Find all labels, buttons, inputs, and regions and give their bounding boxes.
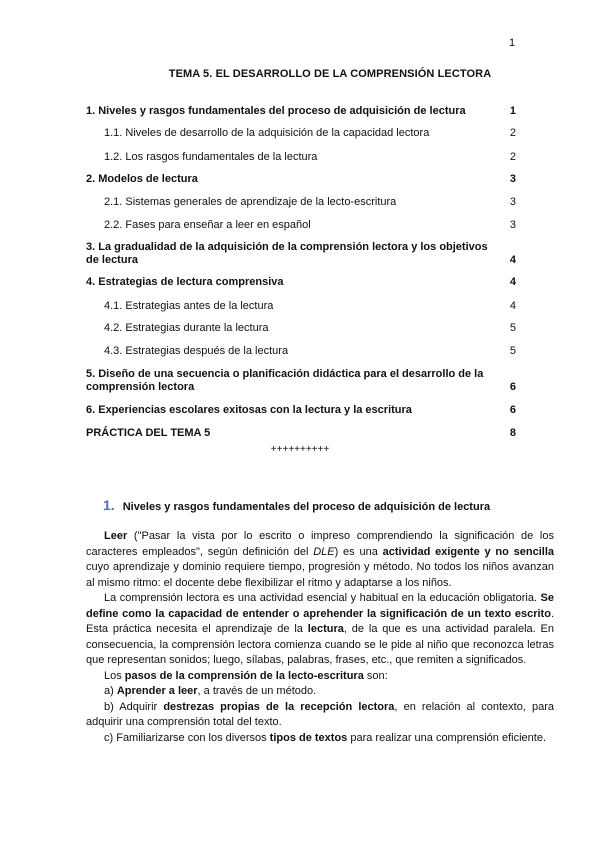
toc-entry-1-1[interactable]: 1.1. Niveles de desarrollo de la adquisición de la capacidad lectora 2 <box>104 127 516 139</box>
toc-entry-2[interactable]: 2. Modelos de lectura 3 <box>86 173 516 185</box>
document-title: TEMA 5. EL DESARROLLO DE LA COMPRENSIÓN LECTORA <box>168 68 492 80</box>
paragraph: Leer ("Pasar la vista por lo escrito o impreso comprendiendo la significación de los caracteres empleados", según definición del DLE) es una actividad exigente y no sencilla cuyo aprendizaje y dominio requiere tiempo, progresión y método. No todos los niños avanzan al mismo ritmo: el docente debe flexibilizar el ritmo y adaptarse a los niños. <box>86 530 554 589</box>
toc-entry-4-2[interactable]: 4.2. Estrategias durante la lectura 5 <box>104 322 516 334</box>
toc-entry-2-1[interactable]: 2.1. Sistemas generales de aprendizaje de la lecto-escritura 3 <box>104 196 516 208</box>
section-heading <box>103 497 490 513</box>
list-item: c) Familiarizarse con los diversos tipos de textos para realizar una comprensión eficiente. <box>104 731 547 744</box>
paragraph: Los pasos de la comprensión de la lecto-escritura son: <box>104 669 388 682</box>
section-title: Niveles y rasgos fundamentales del proceso de adquisición de lectura <box>122 501 491 513</box>
toc-entry-3[interactable]: 3. La gradualidad de la adquisición de la comprensión lectora y los objetivos de lectura 4 <box>86 241 516 266</box>
toc-entry-5[interactable]: 5. Diseño de una secuencia o planificación didáctica para el desarrollo de la comprensión lectora 6 <box>86 368 516 393</box>
body-text <box>86 529 554 746</box>
separator: ++++++++++ <box>270 444 330 455</box>
list-item: a) Aprender a leer, a través de un método. <box>104 685 317 697</box>
paragraph: La comprensión lectora es una actividad esencial y habitual en la educación obligatoria. Se define como la capacidad de entender o aprehender la significación de un texto escrito. Esta práctica necesita el aprendizaje de la lectura, de la que es una actividad paralela. En consecuencia, la comprensión lectora comienza cuando se le pide al niño que reconozca letras que representan sonidos; luego, sílabas, palabras, frases, etc., que remiten a significados. <box>86 592 554 666</box>
toc-entry-4-1[interactable]: 4.1. Estrategias antes de la lectura 4 <box>104 300 516 312</box>
toc-entry-2-2[interactable]: 2.2. Fases para enseñar a leer en español 3 <box>104 219 516 231</box>
section-number: 1. <box>103 497 115 513</box>
toc-entry-6[interactable]: 6. Experiencias escolares exitosas con la lectura y la escritura 6 <box>86 404 516 416</box>
toc-entry-practica[interactable]: PRÁCTICA DEL TEMA 5 8 <box>86 427 516 439</box>
page-number: 1 <box>509 37 516 49</box>
toc-entry-1[interactable]: 1. Niveles y rasgos fundamentales del proceso de adquisición de lectura 1 <box>86 105 516 117</box>
toc-entry-4-3[interactable]: 4.3. Estrategias después de la lectura 5 <box>104 345 516 357</box>
list-item: b) Adquirir destrezas propias de la recepción lectora, en relación al contexto, para adquirir una comprensión total del texto. <box>86 700 554 728</box>
toc-entry-1-2[interactable]: 1.2. Los rasgos fundamentales de la lectura 2 <box>104 151 516 163</box>
toc-entry-4[interactable]: 4. Estrategias de lectura comprensiva 4 <box>86 276 516 288</box>
